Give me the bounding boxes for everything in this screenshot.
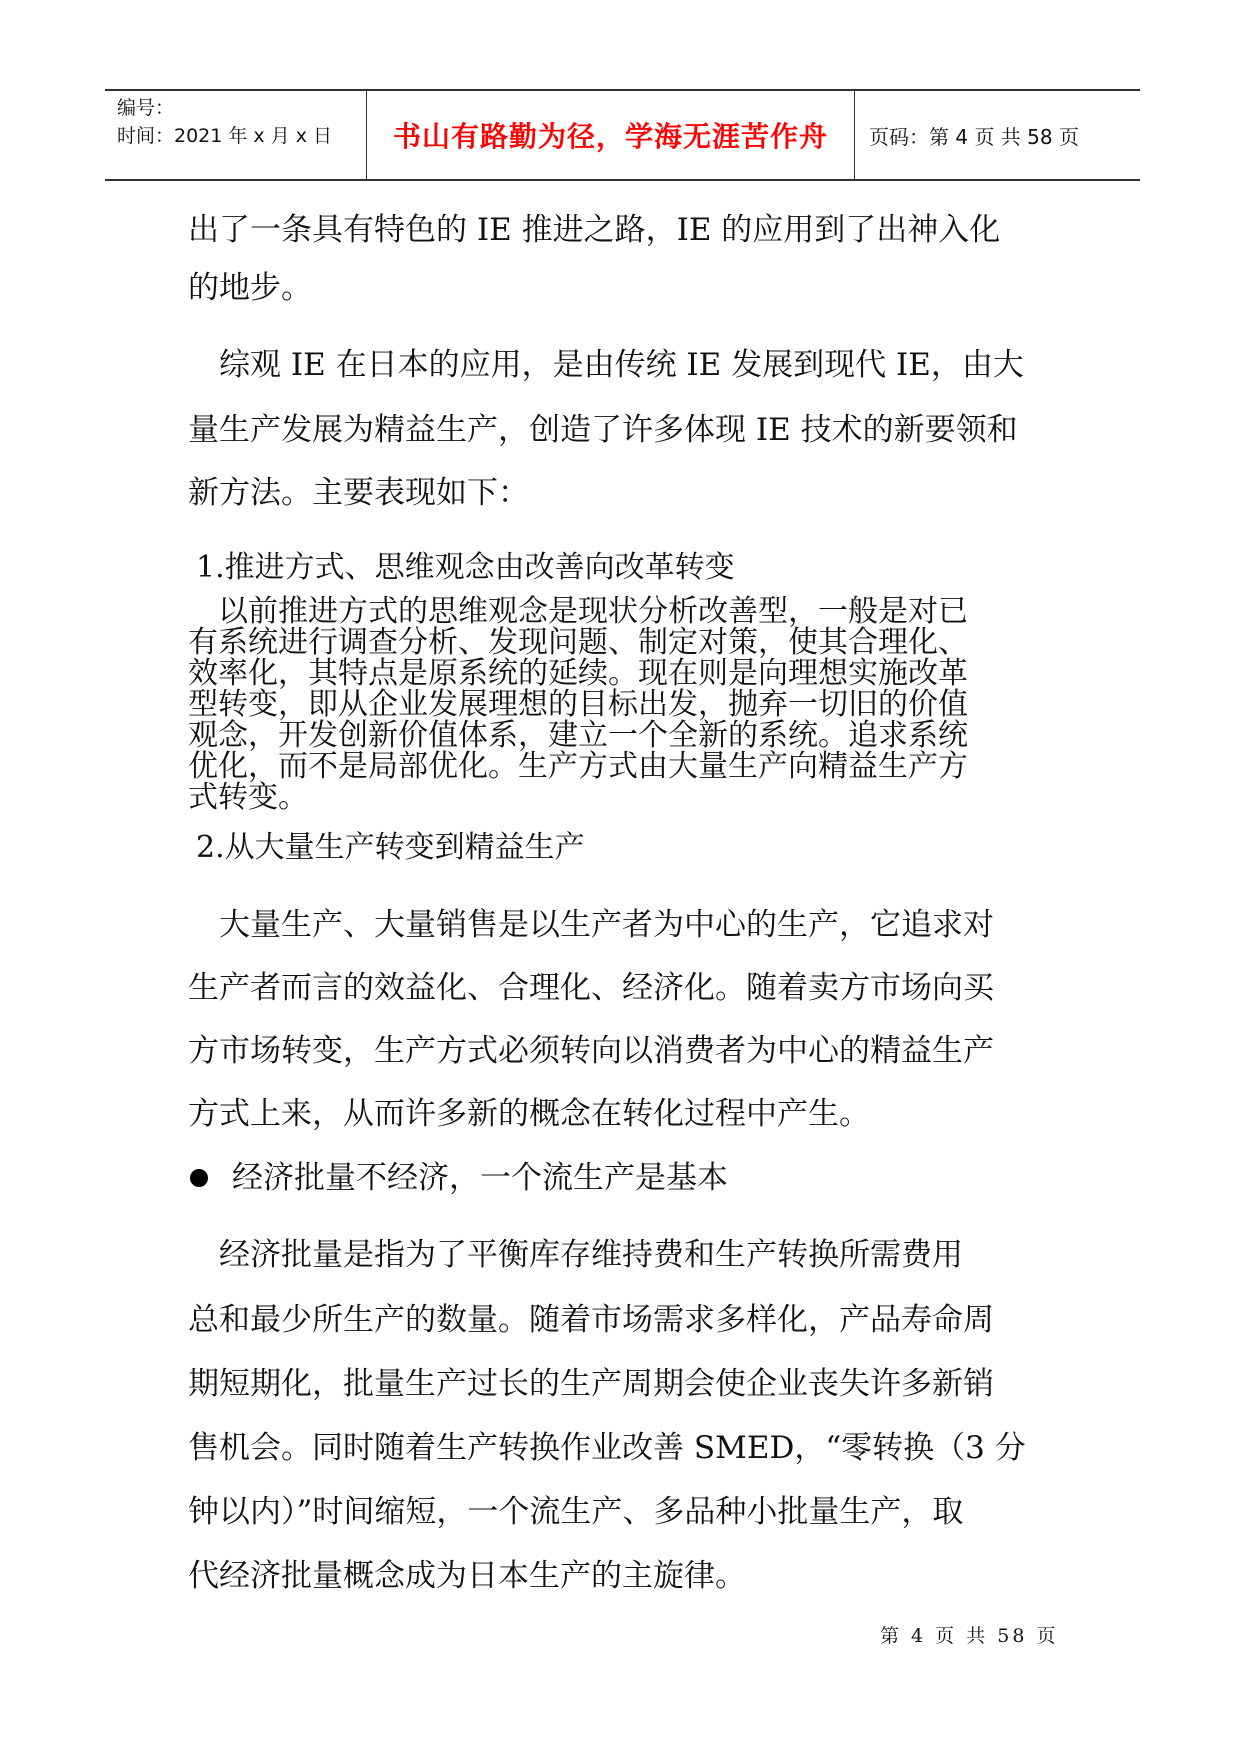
paragraph-line: 以前推进方式的思维观念是现状分析改善型，一般是对已: [188, 594, 968, 629]
paragraph-line: 方市场转变，生产方式必须转向以消费者为中心的精益生产: [188, 1033, 994, 1069]
paragraph-line: 方式上来，从而许多新的概念在转化过程中产生。: [188, 1096, 870, 1132]
paragraph-line: 优化，而不是局部优化。生产方式由大量生产向精益生产方: [188, 749, 968, 784]
paragraph-line: 总和最少所生产的数量。随着市场需求多样化，产品寿命周: [188, 1302, 994, 1338]
paragraph-line: 效率化，其特点是原系统的延续。现在则是向理想实施改革: [188, 656, 968, 691]
paragraph-line: 量生产发展为精益生产，创造了许多体现 IE 技术的新要领和: [188, 412, 1018, 448]
paragraph-line: 大量生产、大量销售是以生产者为中心的生产，它追求对: [188, 907, 994, 943]
paragraph-line: 售机会。同时随着生产转换作业改善 SMED，“零转换（3 分: [188, 1430, 1026, 1466]
paragraph-line: 经济批量是指为了平衡库存维持费和生产转换所需费用: [188, 1237, 963, 1273]
paragraph-line: 钟以内）”时间缩短，一个流生产、多品种小批量生产，取: [188, 1494, 964, 1530]
motto-text: 书山有路勤为径，学海无涯苦作舟: [392, 120, 828, 153]
header-page-info-cell: [855, 91, 1140, 179]
paragraph-line: 型转变，即从企业发展理想的目标出发，抛弃一切旧的价值: [188, 687, 968, 722]
header-meta: [105, 91, 367, 179]
page-header: [105, 89, 1140, 181]
page-info: 页码：第 4 页 共 58 页: [869, 124, 1079, 149]
page-footer: 第 4 页 共 58 页: [880, 1625, 1059, 1647]
paragraph-line: 出了一条具有特色的 IE 推进之路，IE 的应用到了出神入化: [188, 212, 1001, 248]
section-heading: 2.从大量生产转变到精益生产: [196, 830, 585, 865]
section-heading: 1.推进方式、思维观念由改善向改革转变: [196, 550, 735, 585]
date-label: 时间：2021 年 x 月 x 日: [117, 125, 333, 147]
paragraph-line: 新方法。主要表现如下：: [188, 475, 529, 511]
paragraph-line: 代经济批量概念成为日本生产的主旋律。: [188, 1558, 746, 1594]
bullet-dot-icon: [190, 1169, 208, 1187]
paragraph-line: 综观 IE 在日本的应用，是由传统 IE 发展到现代 IE，由大: [188, 347, 1024, 383]
header-motto-cell: [367, 91, 855, 179]
paragraph-line: 生产者而言的效益化、合理化、经济化。随着卖方市场向买: [188, 970, 994, 1006]
paragraph-line: 有系统进行调查分析、发现问题、制定对策，使其合理化、: [188, 625, 968, 660]
paragraph-line: 期短期化，批量生产过长的生产周期会使企业丧失许多新销: [188, 1366, 994, 1402]
paragraph-line: 观念，开发创新价值体系，建立一个全新的系统。追求系统: [188, 718, 968, 753]
bullet-item: [188, 1153, 728, 1203]
paragraph-line: 式转变。: [188, 780, 308, 815]
bullet-text: 经济批量不经济，一个流生产是基本: [232, 1160, 728, 1196]
paragraph-line: 的地步。: [188, 270, 312, 306]
number-label: 编号：: [117, 97, 175, 119]
